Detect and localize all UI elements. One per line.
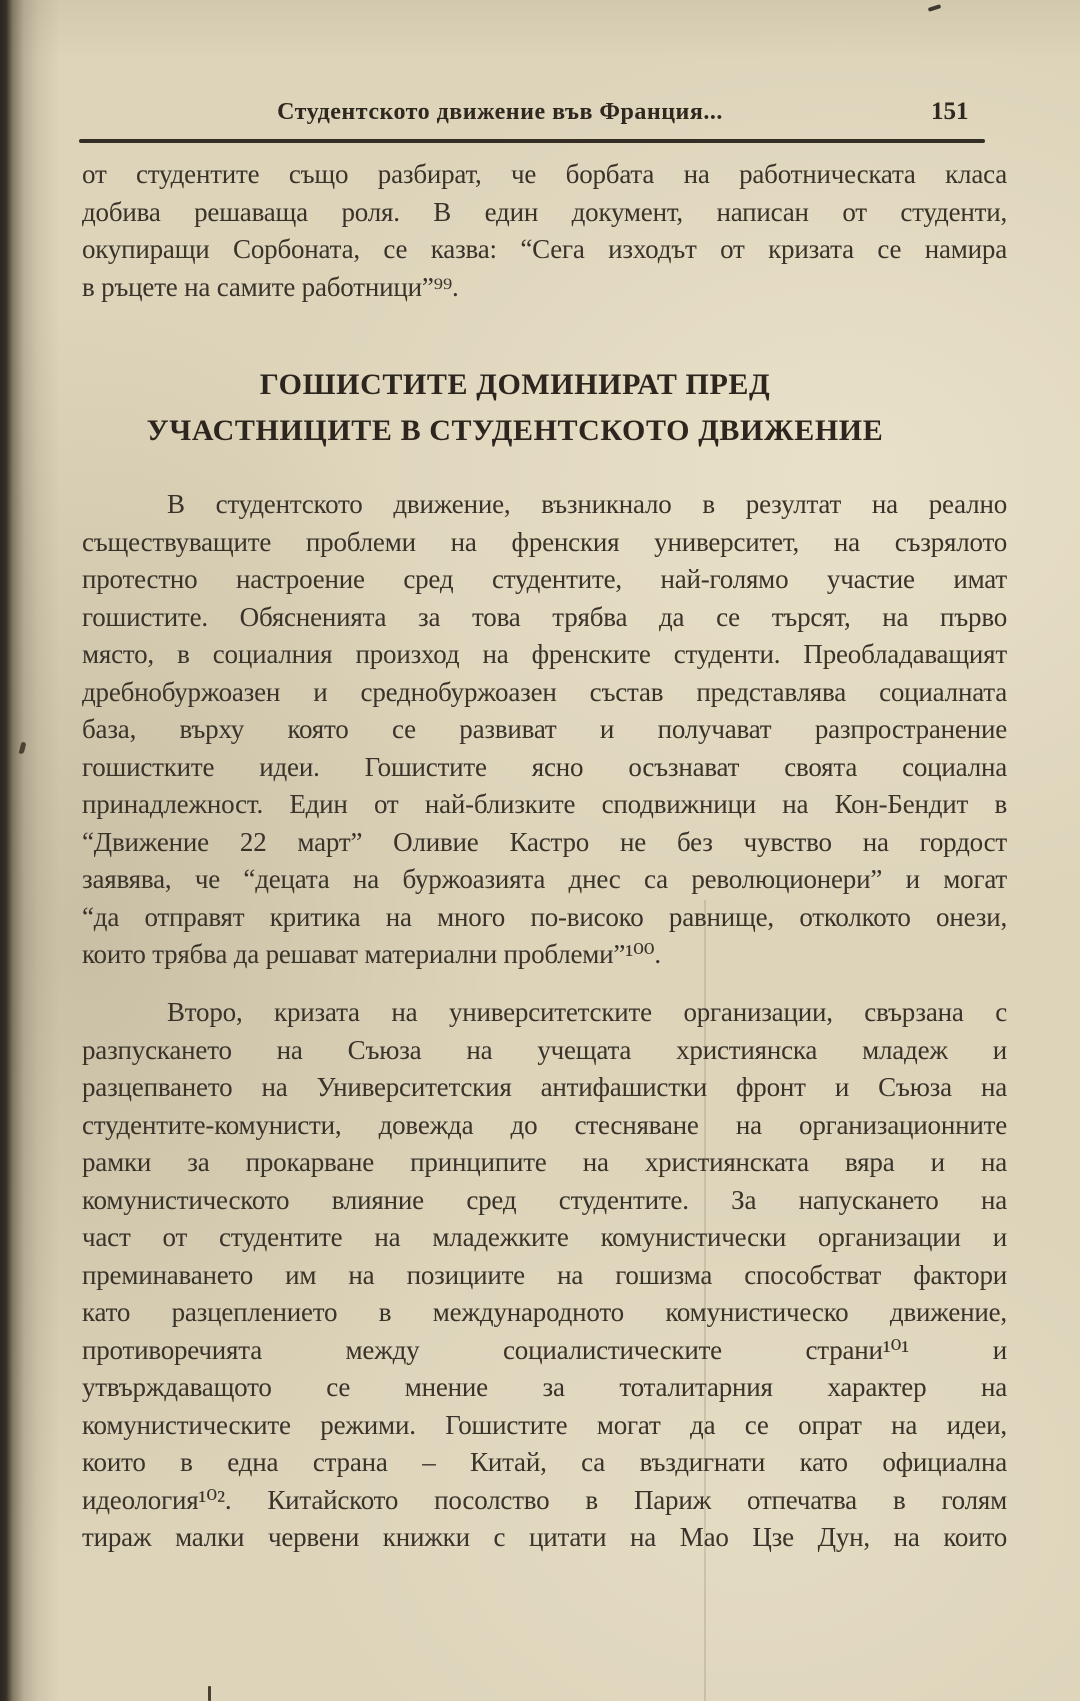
text-line: студентите-комунисти, довежда до стесняване на организационните bbox=[82, 1109, 1007, 1140]
text-line: дребнобуржоазен и среднобуржоазен състав представлява социалната bbox=[82, 676, 1007, 707]
running-header-title: Студентското движение във Франция... bbox=[277, 99, 723, 125]
text-line: от студентите също разбират, че борбата на работническата класа bbox=[82, 159, 1007, 189]
text-line: окупиращи Сорбоната, се казва: “Сега изходът от кризата се намира bbox=[82, 234, 1007, 264]
page-left-edge-shadow bbox=[0, 0, 60, 1701]
text-line: заявява, че “децата на буржоазията днес са революционери” и могат bbox=[82, 864, 1007, 894]
text-line: разпускането на Съюза на учещата християнска младеж и bbox=[82, 1034, 1007, 1065]
text-line: идеология¹⁰². Китайското посолство в Париж отпечатва в голям bbox=[82, 1484, 1007, 1515]
section-heading bbox=[40, 362, 990, 454]
text-line: тираж малки червени книжки с цитати на Мао Цзе Дун, на които bbox=[82, 1522, 1007, 1552]
text-line: комунистическото влияние сред студентите. За напускането на bbox=[82, 1184, 1007, 1215]
text-line: които в една страна – Китай, са въздигнати като официална bbox=[82, 1447, 1007, 1477]
page-number: 151 bbox=[931, 98, 969, 125]
text-line: в ръцете на самите работници”⁹⁹. bbox=[82, 271, 459, 302]
text-line: Второ, кризата на университетските организации, свързана с bbox=[167, 997, 1007, 1027]
text-line: част от студентите на младежките комунистически организации и bbox=[82, 1222, 1007, 1252]
text-line: В студентското движение, възникнало в резултат на реално bbox=[167, 489, 1007, 519]
text-line: “да отправят критика на много по-високо равнище, отколкото онези, bbox=[82, 901, 1007, 932]
text-line: разцепването на Университетския антифашистки фронт и Съюза на bbox=[82, 1072, 1007, 1102]
text-line: комунистическите режими. Гошистите могат да се опрат на идеи, bbox=[82, 1409, 1007, 1440]
paragraph-crisis-organizations bbox=[82, 994, 1007, 1557]
paragraph-intro bbox=[82, 156, 1007, 306]
text-line: преминаването им на позициите на гошизма способстват фактори bbox=[82, 1259, 1007, 1290]
text-line: гошистките идеи. Гошистите ясно осъзнават своята социална bbox=[82, 751, 1007, 782]
text-line: рамки за прокарване принципите на християнската вяра и на bbox=[82, 1147, 1007, 1177]
text-line: съществуващите проблеми на френския университет, на съзрялото bbox=[82, 526, 1007, 557]
header-rule bbox=[79, 139, 985, 143]
scan-speck bbox=[208, 1686, 211, 1701]
text-line: противоречията между социалистическите страни¹⁰¹ и bbox=[82, 1334, 1007, 1365]
text-line: утвърждаващото се мнение за тоталитарния характер на bbox=[82, 1372, 1007, 1402]
section-heading-line: УЧАСТНИЦИТЕ В СТУДЕНТСКОТО ДВИЖЕНИЕ bbox=[146, 414, 884, 447]
paragraph-social-origin bbox=[82, 486, 1007, 974]
text-line: протестно настроение сред студентите, най-голямо участие имат bbox=[82, 564, 1007, 594]
text-line: място, в социалния произход на френските студенти. Преобладаващият bbox=[82, 639, 1007, 669]
text-line: “Движение 22 март” Оливие Кастро не без чувство на гордост bbox=[82, 826, 1007, 857]
text-line: като разцеплението в международното комунистическо движение, bbox=[82, 1297, 1007, 1327]
text-line: гошистите. Обясненията за това трябва да се търсят, на първо bbox=[82, 601, 1007, 632]
scan-speck bbox=[928, 4, 942, 12]
text-line: принадлежност. Един от най-близките сподвижници на Кон-Бендит в bbox=[82, 789, 1007, 819]
text-line: база, върху която се развиват и получават разпространение bbox=[82, 714, 1007, 744]
section-heading-line: ГОШИСТИТЕ ДОМИНИРАТ ПРЕД bbox=[259, 368, 771, 401]
text-line: добива решаваща роля. В един документ, написан от студенти, bbox=[82, 196, 1007, 227]
text-line: които трябва да решават материални проблеми”¹⁰⁰. bbox=[82, 939, 661, 969]
